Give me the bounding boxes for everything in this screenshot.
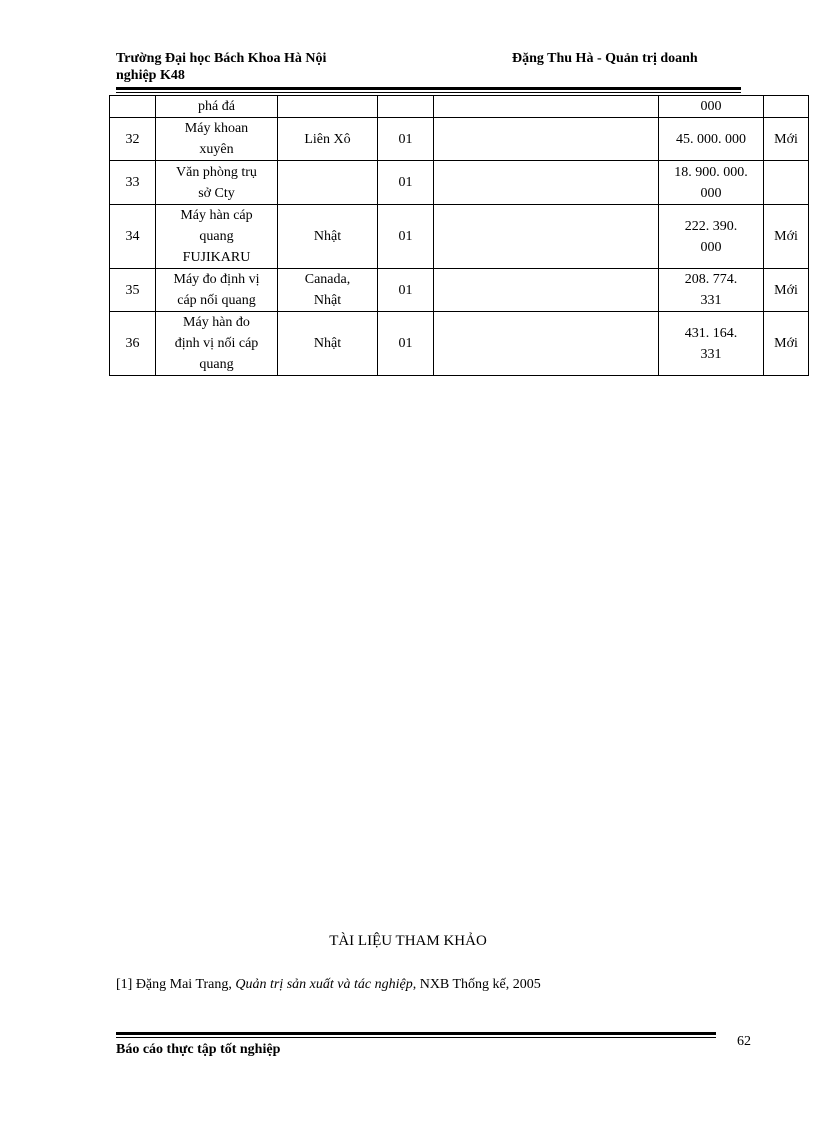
cell-qty: 01 (378, 118, 434, 161)
cell-value (659, 205, 764, 269)
cell-origin-line: Nhật (313, 293, 342, 308)
table-row (110, 118, 809, 161)
cell-value-line: 222. 390. (684, 218, 738, 234)
cell-origin-line: Nhật (313, 229, 342, 244)
cell-origin-line: Liên Xô (304, 131, 351, 147)
cell-stt: 34 (110, 205, 156, 269)
references-title: TÀI LIỆU THAM KHẢO (329, 933, 487, 949)
cell-origin (278, 269, 378, 312)
cell-value-line: 45. 000. 000 (676, 131, 746, 147)
cell-name-line: xuyên (199, 142, 234, 157)
cell-name-line: sở Cty (198, 185, 235, 201)
cell-qty: 01 (378, 161, 434, 205)
cell-name (156, 269, 278, 312)
table-row (110, 269, 809, 312)
cell-status: Mới (764, 269, 809, 312)
cell-qty: 01 (378, 269, 434, 312)
cell-value-line: 18. 900. 000. (674, 164, 748, 180)
cell-origin (278, 312, 378, 376)
reference-title: Quản trị sản xuất và tác nghiệp (235, 977, 413, 992)
cell-note (434, 312, 659, 376)
footer-text: Báo cáo thực tập tốt nghiệp (116, 1042, 281, 1057)
cell-value-line: 331 (700, 293, 722, 308)
cell-name (156, 312, 278, 376)
equipment-table (109, 95, 809, 376)
cell-status (764, 161, 809, 205)
equipment-table-body (110, 96, 809, 376)
cell-note (434, 205, 659, 269)
cell-status (764, 96, 809, 118)
cell-name-line: phá đá (198, 99, 235, 114)
cell-value-line: 000 (700, 185, 722, 201)
cell-status: Mới (764, 205, 809, 269)
cell-origin (278, 205, 378, 269)
cell-value (659, 312, 764, 376)
cell-origin (278, 118, 378, 161)
cell-qty: 01 (378, 312, 434, 376)
header-school-line2: nghiệp K48 (116, 68, 185, 83)
cell-stt (110, 96, 156, 118)
cell-name (156, 161, 278, 205)
cell-value (659, 118, 764, 161)
header-rule-thin (116, 92, 741, 93)
cell-name-line: Máy hàn đo (183, 315, 250, 330)
cell-qty: 01 (378, 205, 434, 269)
cell-name-line: quang (199, 357, 234, 372)
page-number: 62 (737, 1034, 751, 1049)
cell-name-line: định vị nối cáp (174, 336, 259, 351)
cell-value-line: 208. 774. (684, 272, 738, 287)
cell-origin-line: Nhật (313, 336, 342, 351)
header-rule-thick (116, 87, 741, 90)
cell-name-line: Máy đo định vị (173, 272, 260, 287)
cell-name (156, 96, 278, 118)
footer-rule-thick (116, 1032, 716, 1035)
cell-value-line: 431. 164. (684, 325, 738, 341)
cell-note (434, 269, 659, 312)
cell-stt: 33 (110, 161, 156, 205)
cell-name-line: Văn phòng trụ (176, 164, 257, 180)
cell-value (659, 269, 764, 312)
table-row (110, 96, 809, 118)
table-row (110, 205, 809, 269)
cell-qty (378, 96, 434, 118)
cell-origin (278, 96, 378, 118)
footer-rule-thin (116, 1037, 716, 1038)
cell-note (434, 161, 659, 205)
cell-value (659, 96, 764, 118)
cell-stt: 35 (110, 269, 156, 312)
cell-name-line: Máy hàn cáp (180, 208, 253, 223)
cell-value-line: 000 (700, 239, 722, 255)
cell-note (434, 118, 659, 161)
table-row (110, 312, 809, 376)
cell-value-line: 000 (700, 99, 722, 114)
header-author: Đặng Thu Hà - Quản trị doanh (512, 51, 698, 66)
cell-name-line: FUJIKARU (182, 250, 251, 265)
cell-note (434, 96, 659, 118)
cell-stt: 32 (110, 118, 156, 161)
cell-name-line: quang (199, 229, 234, 244)
header-school (116, 50, 326, 84)
reference-prefix: [1] Đặng Mai Trang, (116, 977, 236, 992)
cell-name-line: Máy khoan (184, 121, 249, 136)
cell-origin (278, 161, 378, 205)
reference-item-1 (116, 977, 541, 993)
cell-name (156, 118, 278, 161)
cell-value (659, 161, 764, 205)
cell-value-line: 331 (700, 346, 722, 362)
cell-stt: 36 (110, 312, 156, 376)
header-school-line1: Trường Đại học Bách Khoa Hà Nội (116, 51, 327, 66)
cell-origin-line: Canada, (304, 272, 351, 287)
cell-status: Mới (764, 312, 809, 376)
table-row (110, 161, 809, 205)
cell-status: Mới (764, 118, 809, 161)
reference-suffix: , NXB Thống kế, 2005 (412, 977, 541, 992)
cell-name (156, 205, 278, 269)
cell-name-line: cáp nối quang (177, 293, 256, 308)
